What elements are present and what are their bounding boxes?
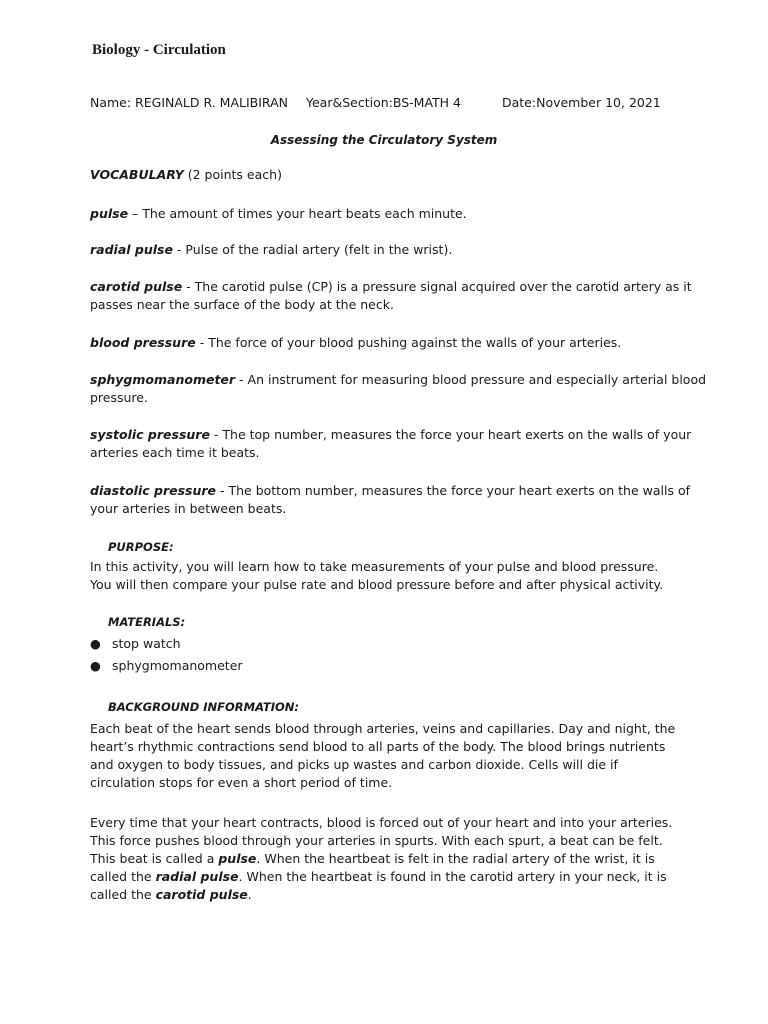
- bullet-icon: ●: [90, 658, 101, 673]
- vocab-item-radial-pulse: [90, 241, 710, 259]
- document-title: Biology - Circulation: [92, 42, 226, 58]
- vocab-item-pulse: [90, 205, 710, 223]
- vocab-term: diastolic pressure: [90, 483, 217, 498]
- vocab-term: systolic pressure: [90, 427, 210, 442]
- student-name: Name: REGINALD R. MALIBIRAN: [90, 95, 288, 110]
- materials-item: [90, 636, 181, 651]
- activity-title: Assessing the Circulatory System: [270, 133, 498, 147]
- vocab-definition: - The top number, measures the force your heart exerts on the walls of your arteries each time it beats.: [90, 427, 692, 460]
- vocab-definition: – The amount of times your heart beats each minute.: [128, 206, 467, 221]
- vocab-definition: - An instrument for measuring blood pressure and especially arterial blood pressure.: [90, 372, 707, 405]
- emphasis-pulse: pulse: [218, 851, 257, 866]
- background-paragraph-2: [90, 814, 680, 904]
- materials-heading: MATERIALS:: [108, 615, 186, 629]
- bullet-icon: ●: [90, 636, 101, 651]
- paragraph-text: Every time that your heart contracts, blood is forced out of your heart and into your arteries. This force pushes blood through your arteries in spurts. With each spurt, a beat can be felt. This beat is called a: [90, 815, 673, 866]
- paragraph-text: . When the heartbeat is felt in the radial artery of the wrist, it is called the: [90, 851, 655, 884]
- vocab-item-diastolic-pressure: [90, 482, 710, 518]
- purpose-heading: PURPOSE:: [108, 540, 174, 554]
- vocab-term: pulse: [90, 206, 129, 221]
- vocab-item-carotid-pulse: [90, 278, 710, 314]
- vocab-item-blood-pressure: [90, 334, 710, 352]
- vocab-definition: - The bottom number, measures the force your heart exerts on the walls of your arteries in between beats.: [90, 483, 691, 516]
- vocab-definition: - The carotid pulse (CP) is a pressure signal acquired over the carotid artery as it passes near the surface of the body at the neck.: [90, 279, 692, 312]
- materials-item: [90, 658, 243, 673]
- emphasis-carotid-pulse: carotid pulse: [155, 887, 248, 902]
- year-section: Year&Section:BS-MATH 4: [306, 95, 461, 110]
- vocab-definition: - Pulse of the radial artery (felt in the wrist).: [172, 242, 453, 257]
- vocabulary-label: VOCABULARY: [90, 167, 184, 182]
- background-heading: BACKGROUND INFORMATION:: [108, 700, 300, 714]
- vocab-term: carotid pulse: [90, 279, 183, 294]
- purpose-text: In this activity, you will learn how to take measurements of your pulse and blood pressure. You will then compare your pulse rate and blood pressure before and after physical activity.: [90, 559, 664, 592]
- material-label: sphygmomanometer: [112, 658, 243, 673]
- vocabulary-heading: [90, 166, 710, 184]
- vocab-definition: - The force of your blood pushing against the walls of your arteries.: [195, 335, 622, 350]
- vocab-item-sphygmomanometer: [90, 371, 710, 407]
- vocabulary-points: (2 points each): [183, 167, 282, 182]
- material-label: stop watch: [112, 636, 181, 651]
- paragraph-text: . When the heartbeat is found in the carotid artery in your neck, it is called the: [90, 869, 667, 902]
- vocab-item-systolic-pressure: [90, 426, 710, 462]
- emphasis-radial-pulse: radial pulse: [155, 869, 239, 884]
- vocab-term: sphygmomanometer: [90, 372, 236, 387]
- background-paragraph-1: Each beat of the heart sends blood through arteries, veins and capillaries. Day and night, the heart’s rhythmic contractions send blood to all parts of the body. The blood brings nutrients and oxygen to body tissues, and picks up wastes and carbon dioxide. Cells will die if circulation stops for even a short period of time.: [90, 721, 676, 790]
- vocab-term: blood pressure: [90, 335, 196, 350]
- vocab-term: radial pulse: [90, 242, 173, 257]
- paragraph-text: .: [247, 887, 252, 902]
- date: Date:November 10, 2021: [502, 95, 661, 110]
